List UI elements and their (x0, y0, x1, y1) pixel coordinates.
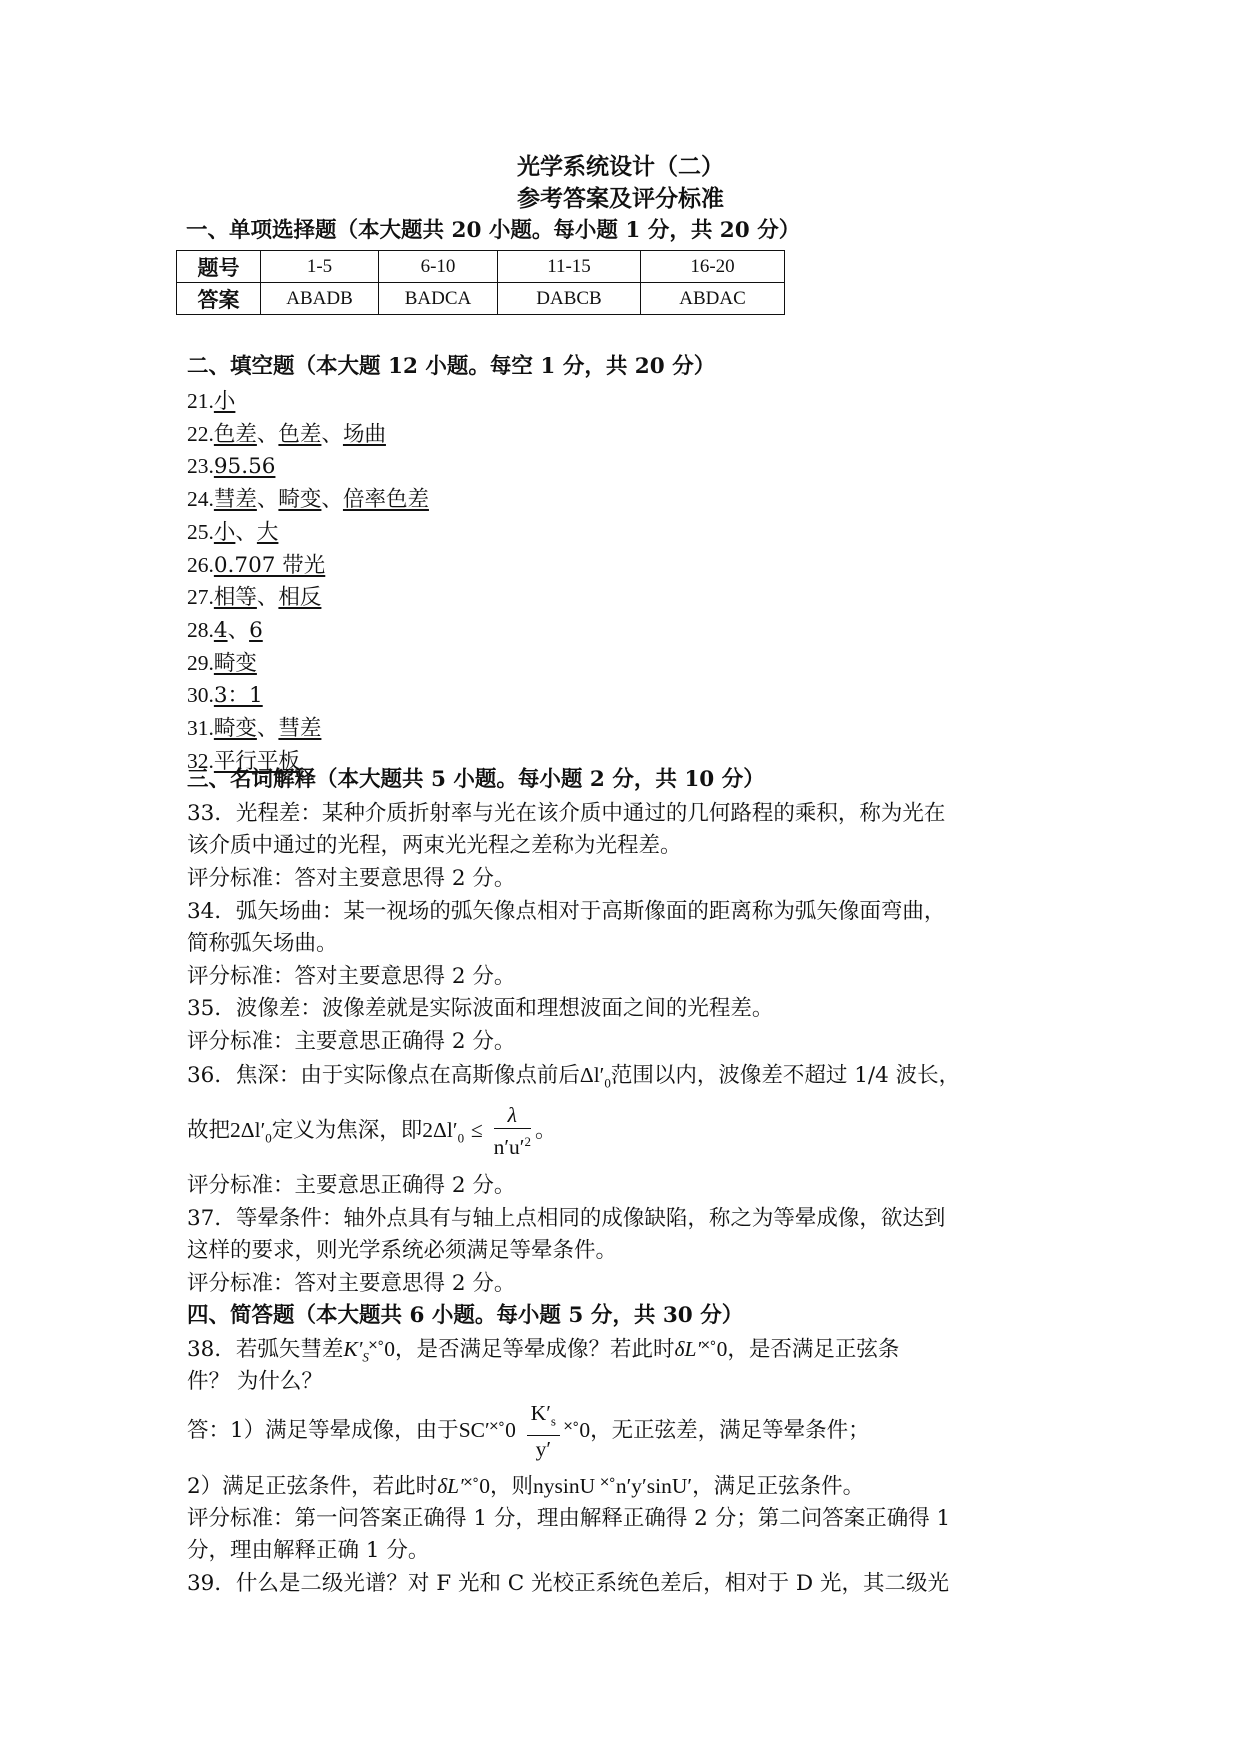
fill-blank-item (187, 648, 257, 679)
item-number: 26. (187, 552, 214, 577)
q36-delta2: Δl′ (240, 1118, 266, 1142)
blank-answer: 6 (249, 617, 263, 643)
item-number: 21. (187, 389, 214, 413)
separator: 、 (256, 421, 279, 447)
q36-text-line1 (187, 1060, 960, 1098)
ans-dL: δL′ (437, 1474, 464, 1498)
q38-eq: ˟˚0 (368, 1337, 396, 1361)
row-label-answer: 答案 (177, 283, 261, 315)
ans-text-b: ，无正弦差，满足等晕条件； (590, 1418, 870, 1443)
q38-answer-line1 (187, 1400, 870, 1462)
separator: 、 (256, 487, 279, 513)
q38-text-line2: 件？ 为什么？ (187, 1369, 323, 1394)
blank-answer: 小 (213, 519, 236, 545)
item-number: 27. (187, 585, 214, 610)
item-number: 29. (187, 650, 214, 675)
answer-table (176, 250, 785, 315)
item-number: 30. (187, 683, 214, 708)
q33-text-line2: 该介质中通过的光程，两束光光程之差称为光程差。 (187, 833, 682, 858)
q36-two-b: 2 (422, 1118, 434, 1142)
q36-delta3-sub: 0 (457, 1130, 465, 1146)
section4-heading: 四、简答题（本大题共 6 小题。每小题 5 分，共 30 分） (187, 1303, 744, 1328)
fill-blank-item (187, 386, 235, 417)
item-number: 25. (187, 519, 214, 544)
document-title: 光学系统设计（二） (517, 153, 724, 180)
q36-text-line2 (187, 1100, 556, 1168)
blank-answer: 场曲 (342, 421, 386, 447)
q34-text-line1: 34．弧矢场曲：某一视场的弧矢像点相对于高斯像面的距离称为弧矢像面弯曲， (187, 899, 946, 924)
q38-score-line2: 分，理由解释正确 1 分。 (187, 1538, 430, 1563)
fill-blank-item (187, 419, 386, 450)
item-number: 31. (187, 716, 214, 740)
q37-score: 评分标准：答对主要意思得 2 分。 (187, 1271, 516, 1296)
blank-answer: 畸变 (278, 487, 322, 513)
table-cell: DABCB (498, 283, 641, 315)
fill-blank-item (187, 550, 325, 581)
blank-answer: 倍率色差 (342, 487, 429, 513)
blank-answer: 相等 (213, 585, 257, 611)
blank-answer: 彗差 (213, 487, 257, 513)
table-cell: 6-10 (379, 251, 498, 283)
separator: 、 (321, 487, 343, 513)
section1-heading: 一、单项选择题（本大题共 20 小题。每小题 1 分，共 20 分） (186, 218, 801, 243)
ans-text-a: 答：1）满足等晕成像，由于 (187, 1418, 459, 1443)
blank-answer: 畸变 (213, 716, 257, 741)
fill-blank-item (187, 484, 429, 515)
ans-text-c: 2）满足正弦条件，若此时 (187, 1474, 438, 1499)
blank-answer: 95.56 (213, 454, 276, 480)
q36-text-b: 范围以内，波像差不超过 1/4 波长， (610, 1063, 961, 1088)
blank-answer: 4 (213, 617, 228, 643)
fill-blank-item (187, 680, 263, 711)
q36-text-c: 故把 (187, 1118, 231, 1143)
fill-blank-item (187, 615, 263, 646)
section2-heading: 二、填空题（本大题 12 小题。每空 1 分，共 20 分） (187, 354, 716, 379)
q38-eq2: ˟˚0 (701, 1337, 728, 1361)
separator: 、 (256, 716, 279, 741)
separator: 、 (256, 585, 279, 611)
document-subtitle: 参考答案及评分标准 (517, 185, 724, 212)
q34-text-line2: 简称弧矢场曲。 (187, 931, 338, 956)
q38-score-line1: 评分标准：第一问答案正确得 1 分，理由解释正确得 2 分；第二问答案正确得 1 (187, 1506, 951, 1531)
q36-text-e: 。 (534, 1118, 557, 1143)
q36-text-d: 定义为焦深，即 (271, 1118, 423, 1143)
blank-answer: 小 (213, 389, 236, 414)
q38-text-b: ，是否满足等晕成像？若此时 (395, 1337, 675, 1362)
blank-answer: 畸变 (213, 650, 257, 676)
separator: 、 (235, 519, 257, 545)
item-number: 24. (187, 487, 214, 512)
section3-heading: 三、名词解释（本大题共 5 小题。每小题 2 分，共 10 分） (187, 767, 765, 792)
fill-blank-item (187, 451, 275, 482)
table-row (177, 283, 785, 315)
q36-delta: Δl′ (579, 1063, 605, 1087)
q39-text-line1: 39．什么是二级光谱？对 F 光和 C 光校正系统色差后，相对于 D 光，其二级光 (187, 1571, 949, 1596)
ans-text-d: ，则 (489, 1474, 533, 1499)
q36-delta3: Δl′ (433, 1118, 458, 1142)
q37-text-line1: 37．等晕条件：轴外点具有与轴上点相同的成像缺陷，称之为等晕成像，欲达到 (187, 1206, 946, 1231)
separator: 、 (227, 617, 250, 643)
ans-SC: SC′ (458, 1418, 490, 1442)
q36-lambda: λ (494, 1102, 531, 1129)
q36-text-a: 36．焦深：由于实际像点在高斯像点前后 (187, 1063, 580, 1088)
ans-expr: nysinU ˟˚n′y′sinU′ (532, 1474, 693, 1498)
q38-text-c: ，是否满足正弦条 (727, 1337, 900, 1362)
table-cell: BADCA (379, 283, 498, 315)
ans-eq: ˟˚0 (489, 1418, 516, 1442)
ans-text-e: ，满足正弦条件。 (692, 1474, 865, 1499)
q33-text-line1: 33．光程差：某种介质折射率与光在该介质中通过的几何路程的乘积，称为光在 (187, 801, 946, 826)
q34-score: 评分标准：答对主要意思得 2 分。 (187, 964, 516, 989)
q38-dL: δL′ (674, 1337, 702, 1361)
blank-answer: 色差 (213, 421, 257, 447)
ans-denominator: y′ (535, 1436, 552, 1461)
table-row (177, 251, 785, 283)
table-cell: 16-20 (641, 251, 785, 283)
fill-blank-item (187, 713, 321, 744)
fill-blank-item (187, 517, 278, 548)
ans-numerator (527, 1400, 560, 1435)
blank-answer: 相反 (278, 585, 322, 611)
blank-answer: 色差 (278, 421, 322, 447)
q36-leq: ≤ (470, 1118, 483, 1142)
item-number: 22. (187, 421, 214, 446)
q36-two: 2 (230, 1118, 241, 1142)
item-number: 23. (187, 454, 214, 479)
q38-answer-line2 (187, 1471, 864, 1502)
row-label-number: 题号 (177, 251, 261, 283)
ans-eq3: ˟˚0 (463, 1474, 490, 1498)
blank-answer: 3：1 (213, 683, 263, 709)
blank-answer: 彗差 (278, 716, 322, 741)
q36-denominator (494, 1129, 531, 1160)
q38-K-sub: S (362, 1349, 369, 1365)
q35-text: 35．波像差：波像差就是实际波面和理想波面之间的光程差。 (187, 996, 774, 1021)
blank-answer: 平行平板 (213, 748, 300, 774)
ans-eq2: ˟˚0 (563, 1418, 591, 1442)
table-cell: ABDAC (641, 283, 785, 315)
ans-fraction (527, 1400, 560, 1461)
q36-score: 评分标准：主要意思正确得 2 分。 (187, 1173, 516, 1198)
fill-blank-item (187, 582, 321, 613)
table-cell: ABADB (261, 283, 379, 315)
q36-delta2-sub: 0 (265, 1130, 272, 1146)
q36-den-sup: 2 (524, 1133, 531, 1149)
table-cell: 11-15 (498, 251, 641, 283)
q36-delta-sub: 0 (604, 1075, 611, 1091)
q33-score: 评分标准：答对主要意思得 2 分。 (187, 866, 516, 891)
separator: 、 (321, 421, 343, 447)
blank-answer: 大 (256, 519, 279, 545)
table-cell: 1-5 (261, 251, 379, 283)
item-number: 28. (187, 617, 214, 642)
blank-answer: 0.707 带光 (213, 552, 326, 578)
q35-score: 评分标准：主要意思正确得 2 分。 (187, 1029, 516, 1054)
q36-fraction (494, 1102, 531, 1160)
ans-num-sub: s (550, 1413, 556, 1429)
item-number: 32. (187, 748, 214, 773)
q38-text-a: 38．若弧矢彗差 (187, 1337, 344, 1362)
q38-K: K′ (343, 1337, 363, 1361)
q37-text-line2: 这样的要求，则光学系统必须满足等晕条件。 (187, 1238, 618, 1263)
q36-den-text: n′u′ (493, 1135, 525, 1160)
ans-num-text: K′ (530, 1401, 551, 1426)
